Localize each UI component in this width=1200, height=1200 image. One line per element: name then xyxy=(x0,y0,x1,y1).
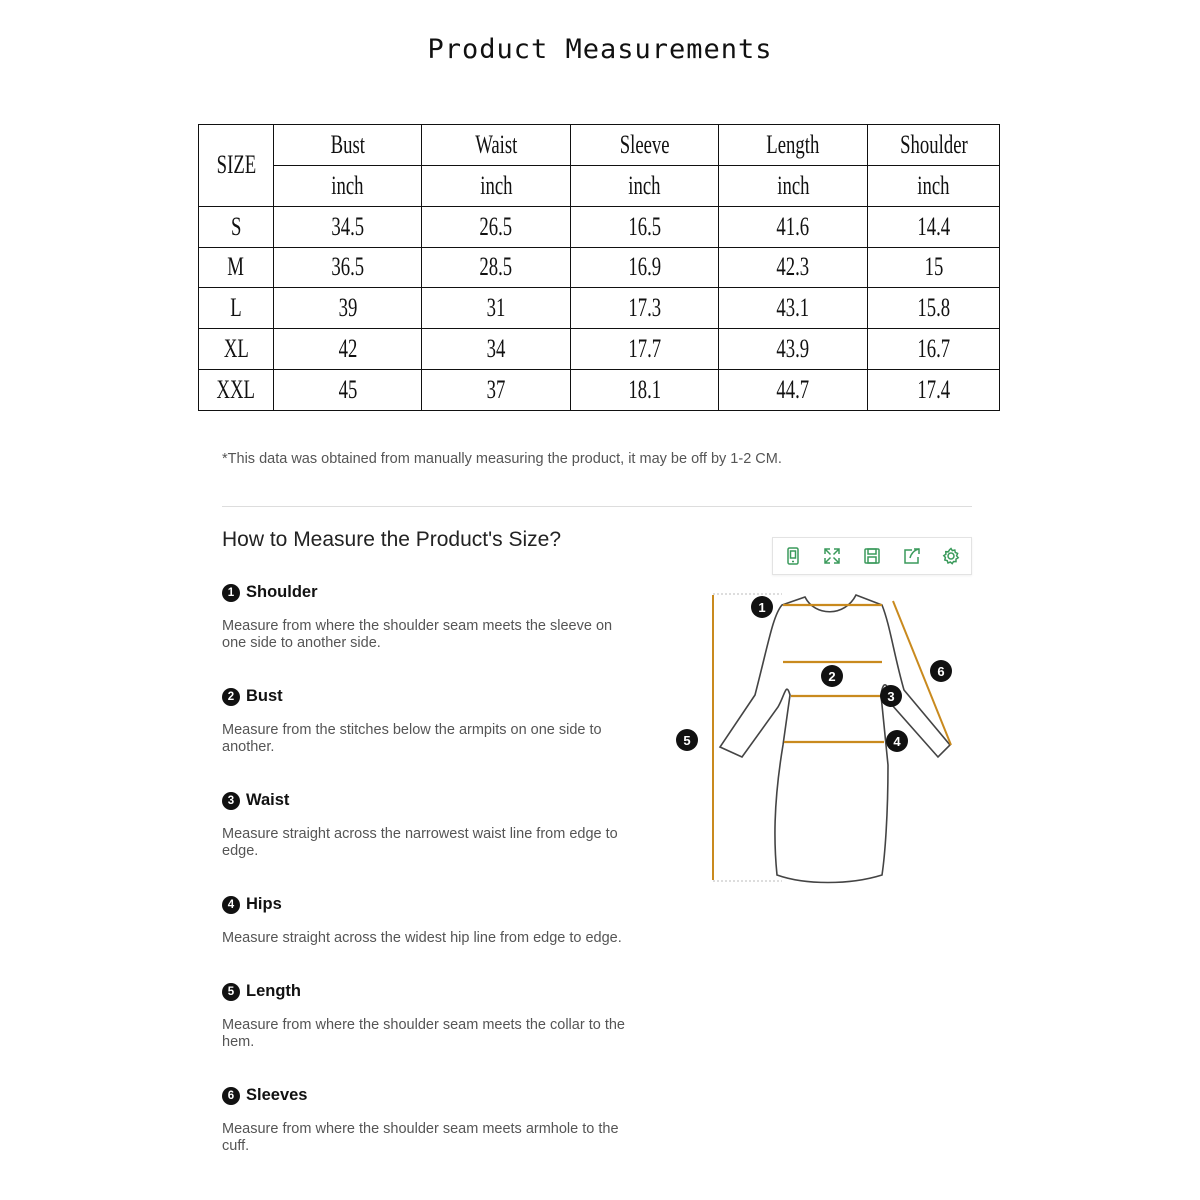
item-description: Measure from where the shoulder seam meets the collar to the hem. xyxy=(222,1017,625,1050)
tablet-icon xyxy=(783,546,803,566)
svg-text:5: 5 xyxy=(683,733,691,748)
marker-6 xyxy=(930,660,952,682)
page-title: Product Measurements xyxy=(427,34,773,65)
size-chart-table xyxy=(198,124,1000,411)
table-row xyxy=(199,329,1000,370)
how-to-measure-title: How to Measure the Product's Size? xyxy=(222,528,562,551)
value-cell: 17.4 xyxy=(868,370,1000,411)
unit-row xyxy=(199,165,1000,206)
item-description: Measure straight across the widest hip line from edge to edge. xyxy=(222,930,622,946)
unit-cell: inch xyxy=(719,165,868,206)
unit-cell: inch xyxy=(422,165,571,206)
value-cell: 15.8 xyxy=(868,288,1000,329)
unit-cell: inch xyxy=(274,165,422,206)
number-badge: 2 xyxy=(222,688,240,706)
unit-cell: inch xyxy=(571,165,719,206)
svg-text:1: 1 xyxy=(758,600,766,615)
table-row xyxy=(199,247,1000,288)
column-header: Bust xyxy=(274,125,422,166)
value-cell: 14.4 xyxy=(868,206,1000,247)
value-cell: 26.5 xyxy=(422,206,571,247)
table-row xyxy=(199,370,1000,411)
size-cell: L xyxy=(199,288,274,329)
marker-1 xyxy=(751,596,773,618)
expand-button[interactable] xyxy=(813,538,853,574)
marker-2 xyxy=(821,665,843,687)
dress-outline xyxy=(720,595,950,883)
save-button[interactable] xyxy=(852,538,892,574)
number-badge: 3 xyxy=(222,792,240,810)
item-name: Sleeves xyxy=(246,1086,308,1104)
settings-button[interactable] xyxy=(931,538,971,574)
value-cell: 45 xyxy=(274,370,422,411)
item-description: Measure from where the shoulder seam meets armhole to the cuff. xyxy=(222,1121,619,1154)
image-toolbar xyxy=(772,537,972,575)
svg-text:4: 4 xyxy=(893,734,901,749)
share-icon xyxy=(902,546,922,566)
value-cell: 31 xyxy=(422,288,571,329)
number-badge: 4 xyxy=(222,896,240,914)
item-name: Shoulder xyxy=(246,583,318,601)
header-row xyxy=(199,125,1000,166)
measure-item-shoulder xyxy=(222,583,632,652)
number-badge: 1 xyxy=(222,584,240,602)
column-header: Sleeve xyxy=(571,125,719,166)
svg-text:2: 2 xyxy=(828,669,836,684)
size-cell: M xyxy=(199,247,274,288)
measure-item-bust xyxy=(222,687,632,756)
value-cell: 15 xyxy=(868,247,1000,288)
marker-5 xyxy=(676,729,698,751)
value-cell: 42.3 xyxy=(719,247,868,288)
column-header: Waist xyxy=(422,125,571,166)
measurement-note: *This data was obtained from manually measuring the product, it may be off by 1-2 CM. xyxy=(222,451,782,467)
section-divider xyxy=(222,506,972,507)
value-cell: 28.5 xyxy=(422,247,571,288)
item-description: Measure from the stitches below the armpits on one side to another. xyxy=(222,722,602,755)
value-cell: 16.7 xyxy=(868,329,1000,370)
value-cell: 34 xyxy=(422,329,571,370)
expand-icon xyxy=(822,546,842,566)
unit-cell: inch xyxy=(868,165,1000,206)
column-header: Length xyxy=(719,125,868,166)
table-row xyxy=(199,288,1000,329)
column-header: Shoulder xyxy=(868,125,1000,166)
size-header-cell: SIZE xyxy=(199,125,274,207)
item-description: Measure straight across the narrowest waist line from edge to edge. xyxy=(222,826,618,859)
value-cell: 34.5 xyxy=(274,206,422,247)
marker-4 xyxy=(886,730,908,752)
measure-item-hips xyxy=(222,895,632,947)
size-cell: XL xyxy=(199,329,274,370)
number-badge: 6 xyxy=(222,1087,240,1105)
size-cell: XXL xyxy=(199,370,274,411)
svg-text:3: 3 xyxy=(887,689,895,704)
value-cell: 37 xyxy=(422,370,571,411)
value-cell: 41.6 xyxy=(719,206,868,247)
value-cell: 39 xyxy=(274,288,422,329)
value-cell: 43.9 xyxy=(719,329,868,370)
value-cell: 17.7 xyxy=(571,329,719,370)
tablet-view-button[interactable] xyxy=(773,538,813,574)
value-cell: 16.5 xyxy=(571,206,719,247)
measure-item-sleeves xyxy=(222,1086,632,1155)
value-cell: 17.3 xyxy=(571,288,719,329)
item-name: Length xyxy=(246,982,301,1000)
value-cell: 44.7 xyxy=(719,370,868,411)
value-cell: 36.5 xyxy=(274,247,422,288)
svg-text:6: 6 xyxy=(937,664,945,679)
number-badge: 5 xyxy=(222,983,240,1001)
item-name: Bust xyxy=(246,687,283,705)
size-cell: S xyxy=(199,206,274,247)
settings-icon xyxy=(941,546,961,566)
value-cell: 42 xyxy=(274,329,422,370)
value-cell: 43.1 xyxy=(719,288,868,329)
measure-item-length xyxy=(222,982,632,1051)
measure-item-waist xyxy=(222,791,632,860)
table-row xyxy=(199,206,1000,247)
dress-measurement-diagram xyxy=(660,585,970,890)
value-cell: 18.1 xyxy=(571,370,719,411)
value-cell: 16.9 xyxy=(571,247,719,288)
item-name: Hips xyxy=(246,895,282,913)
share-button[interactable] xyxy=(892,538,932,574)
marker-3 xyxy=(880,685,902,707)
item-description: Measure from where the shoulder seam meets the sleeve on one side to another side. xyxy=(222,618,613,651)
item-name: Waist xyxy=(246,791,290,809)
save-icon xyxy=(862,546,882,566)
